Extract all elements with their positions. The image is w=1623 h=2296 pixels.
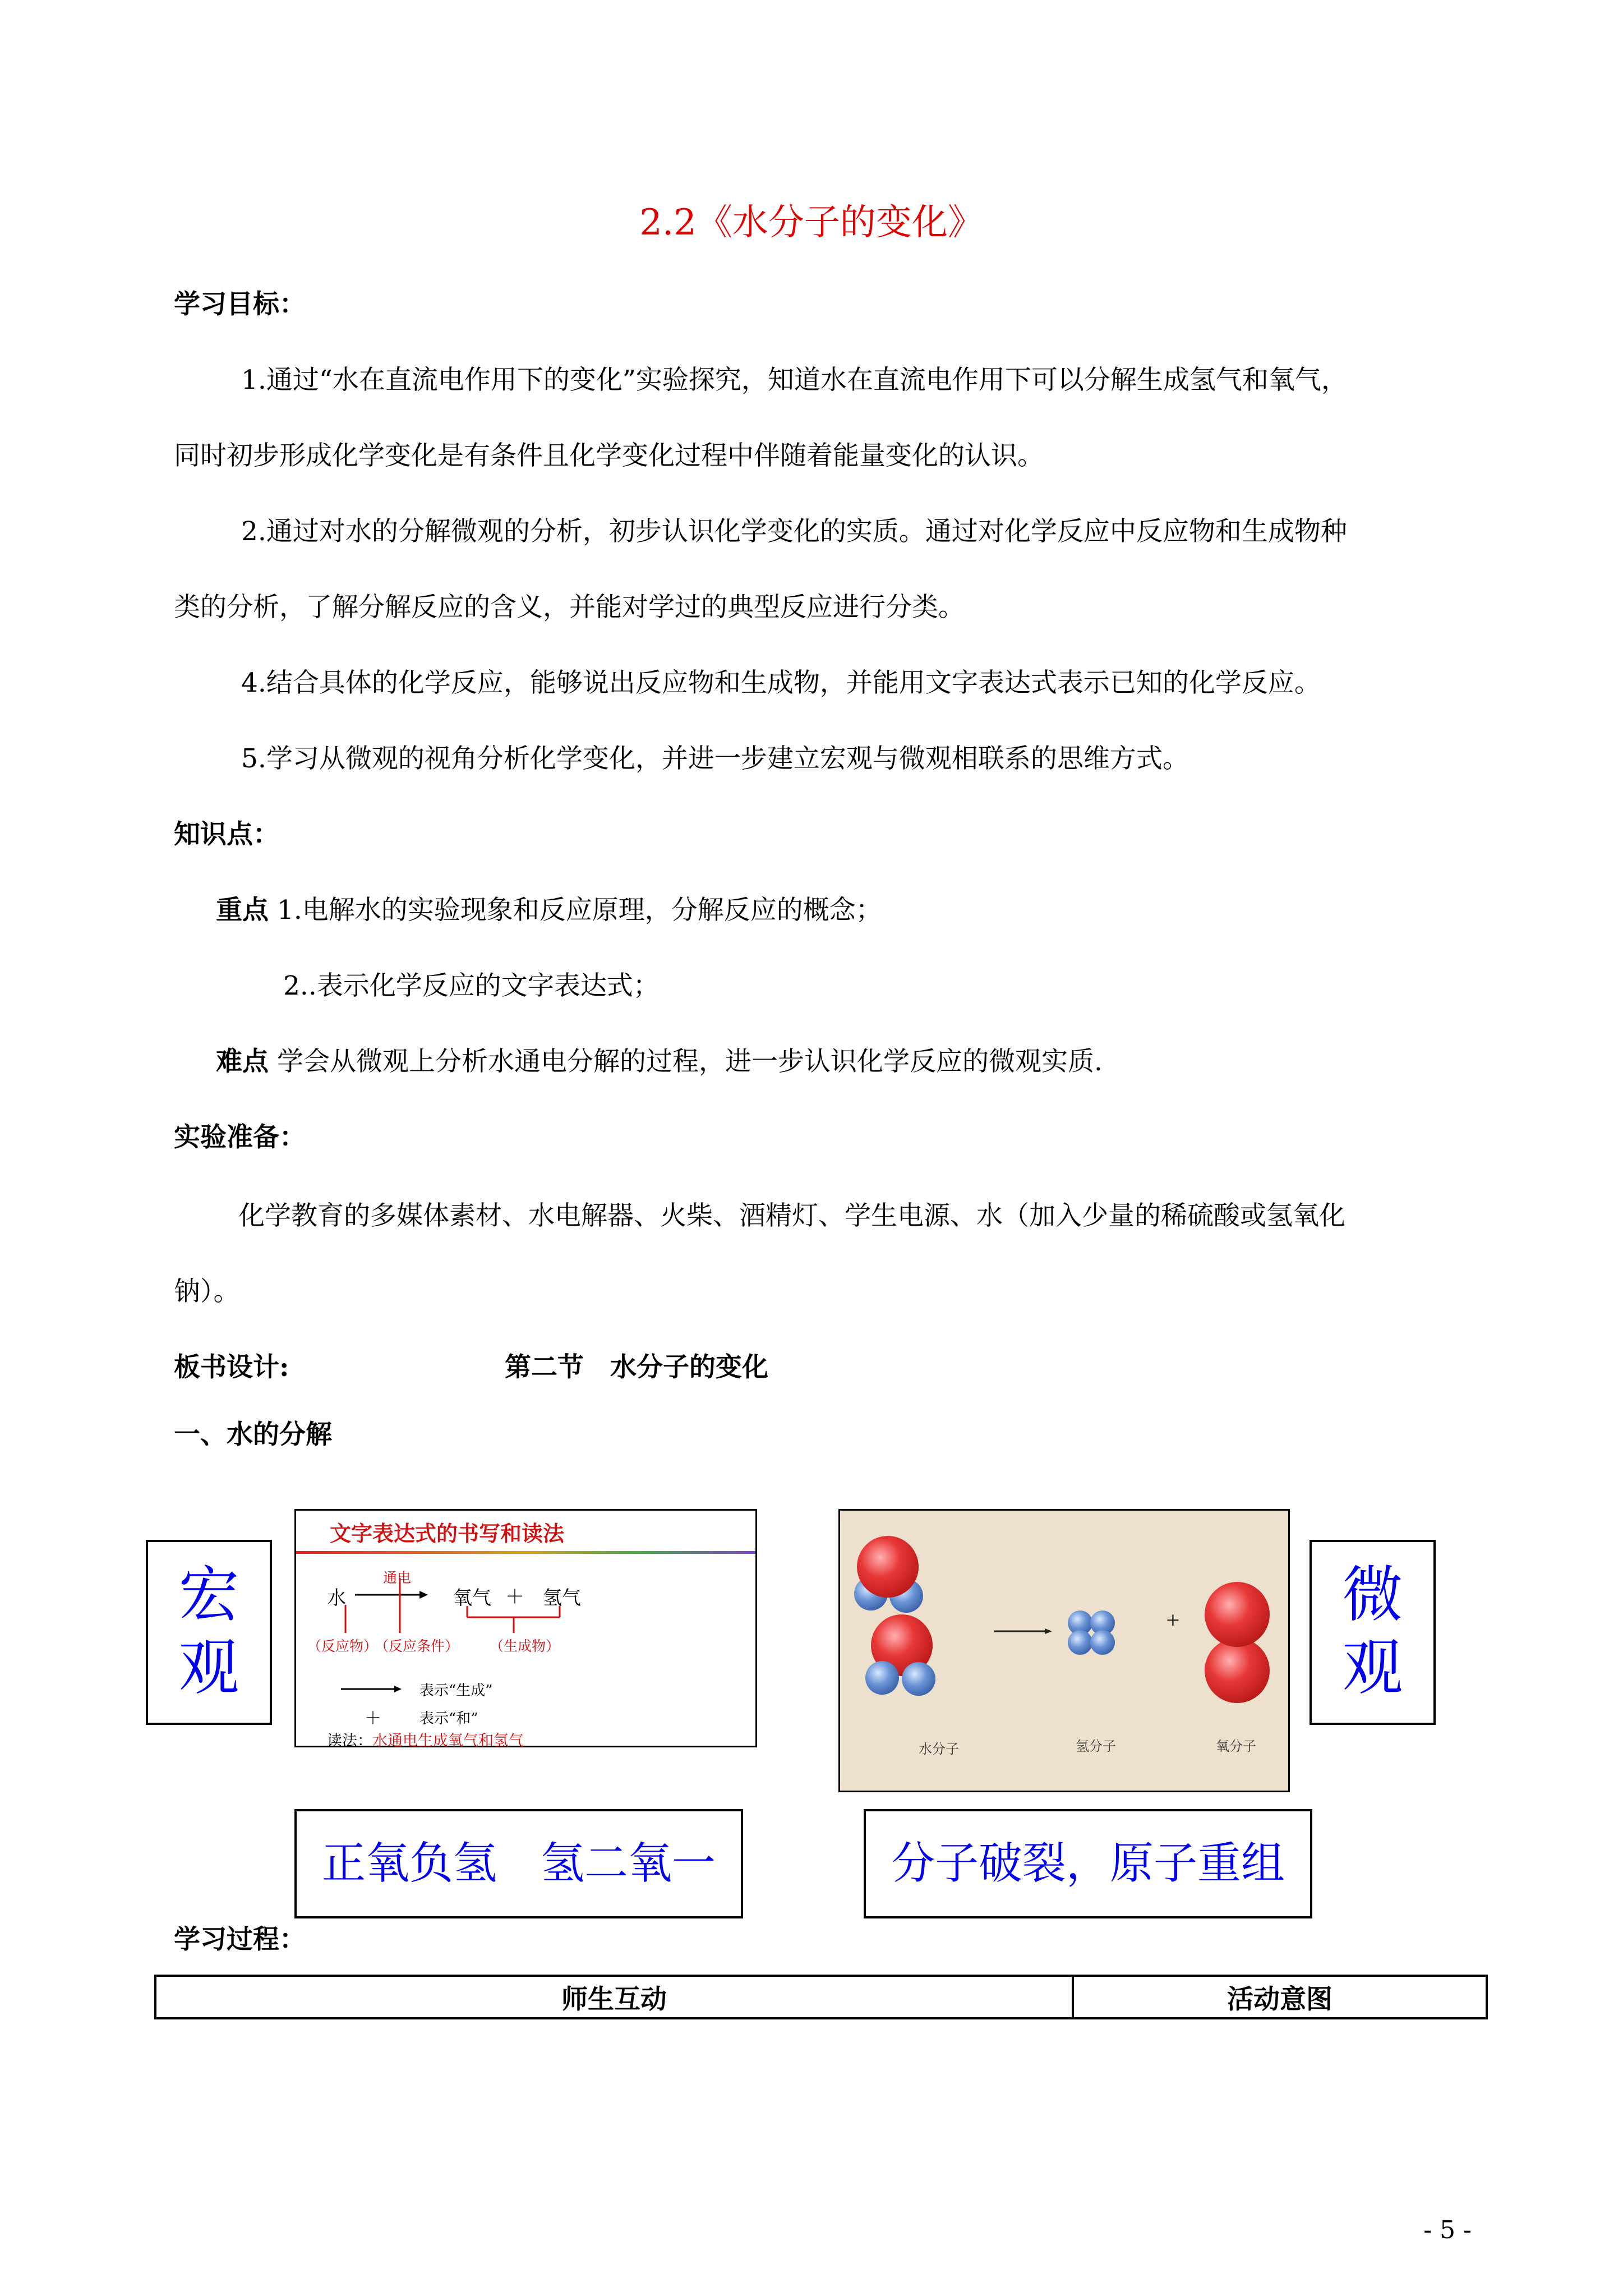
micro-char: 观: [1342, 1633, 1403, 1703]
molecule-plus: +: [1165, 1609, 1181, 1630]
table-header: 师生互动: [155, 1976, 1073, 2018]
slide-hydrogen: 氢气: [543, 1587, 581, 1609]
process-table: [154, 1975, 1488, 2019]
hydrogen-atom: [1068, 1630, 1092, 1655]
hydrogen-molecule-label: 氢分子: [1076, 1738, 1116, 1754]
macro-phrase-box: [294, 1809, 743, 1918]
objective-line: 类的分析，了解分解反应的含义，并能对学过的典型反应进行分类。: [174, 592, 965, 623]
slide-product: （生成物）: [490, 1638, 560, 1654]
legend-arrow-head: [394, 1686, 402, 1692]
process-heading: 学习过程：: [174, 1924, 306, 1955]
page-title: 2.2《水分子的变化》: [639, 202, 984, 243]
molecule-diagram: [838, 1509, 1290, 1792]
board-label: 板书设计:: [174, 1352, 289, 1383]
slide-reaction-condition: （反应条件）: [375, 1638, 459, 1654]
page-number: - 5 -: [1423, 2216, 1472, 2244]
micro-char: 微: [1342, 1560, 1403, 1630]
macro-char: 观: [178, 1633, 239, 1703]
slide-reading: 水通电生成氧气和氢气: [372, 1732, 524, 1750]
slide-oxygen: 氧气: [453, 1587, 491, 1609]
prep-line: 化学教育的多媒体素材、水电解器、火柴、酒精灯、学生电源、水（加入少量的稀硫酸或氢氧化: [238, 1200, 1345, 1231]
slide-heading: 文字表达式的书写和读法: [330, 1521, 565, 1546]
micro-box: [1310, 1540, 1436, 1725]
slide-condition: 通电: [383, 1570, 412, 1586]
objectives-heading: 学习目标：: [174, 289, 306, 320]
arrow-head: [1045, 1628, 1052, 1634]
hydrogen-atom: [865, 1661, 899, 1695]
objective-line: 同时初步形成化学变化是有条件且化学变化过程中伴随着能量变化的认识。: [174, 440, 1044, 471]
table-header: 活动意图: [1073, 1976, 1487, 2018]
macro-phrase: 正氧负氢 氢二氧一: [321, 1838, 716, 1889]
slide-plus-legend: ＋: [365, 1709, 381, 1728]
key-point-text: 1.电解水的实验现象和反应原理，分解反应的概念；: [276, 895, 882, 926]
word-equation-slide: [294, 1509, 757, 1750]
arrow-head: [419, 1591, 428, 1599]
difficulty-row: [216, 1041, 1103, 1078]
slide-plus-meaning: 表示“和”: [419, 1710, 478, 1727]
objective-line: 2.通过对水的分解微观的分析，初步认识化学变化的实质。通过对化学反应中反应物和生成物种: [241, 516, 1347, 547]
micro-phrase: 分子破裂，原子重组: [891, 1838, 1285, 1889]
water-molecule-label: 水分子: [919, 1741, 959, 1757]
slide-reactant: （反应物）: [307, 1638, 378, 1654]
objective-line: 1.通过“水在直流电作用下的变化”实验探究，知道水在直流电作用下可以分解生成氢气和氧气，: [241, 365, 1348, 395]
prep-heading: 实验准备：: [174, 1122, 306, 1153]
hydrogen-atom: [902, 1662, 935, 1696]
oxygen-atom: [1205, 1582, 1270, 1647]
prep-line: 钠）。: [174, 1276, 240, 1307]
macro-char: 宏: [178, 1560, 239, 1630]
section-heading: 一、水的分解: [174, 1419, 332, 1450]
table-header-row: [155, 1976, 1487, 2018]
oxygen-atom: [1205, 1638, 1270, 1703]
difficulty-label: 难点: [216, 1046, 269, 1077]
slide-plus: ＋: [505, 1586, 524, 1608]
slide-water: 水: [327, 1587, 346, 1609]
macro-box: [146, 1540, 272, 1725]
key-label: 重点: [216, 895, 269, 926]
difficulty-text: 学会从微观上分析水通电分解的过程，进一步认识化学反应的微观实质.: [276, 1046, 1103, 1077]
slide-reading-row: [327, 1728, 524, 1750]
slide-arrow-meaning: 表示“生成”: [419, 1682, 493, 1699]
knowledge-heading: 知识点：: [174, 819, 279, 850]
oxygen-molecule-label: 氧分子: [1216, 1738, 1256, 1754]
hydrogen-atom: [1090, 1630, 1115, 1655]
objective-line: 4.结合具体的化学反应，能够说出反应物和生成物，并能用文字表达式表示已知的化学反应。: [241, 668, 1321, 698]
slide-reading-label: 读法：: [327, 1732, 372, 1750]
micro-phrase-box: [864, 1809, 1312, 1918]
objective-line: 5.学习从微观的视角分析化学变化，并进一步建立宏观与微观相联系的思维方式。: [241, 743, 1189, 774]
key-point-text: 2..表示化学反应的文字表达式；: [283, 970, 660, 1001]
oxygen-atom: [857, 1536, 919, 1598]
key-point-row: [216, 889, 882, 927]
board-title: 第二节 水分子的变化: [505, 1352, 768, 1383]
slide-rule: [296, 1551, 755, 1554]
